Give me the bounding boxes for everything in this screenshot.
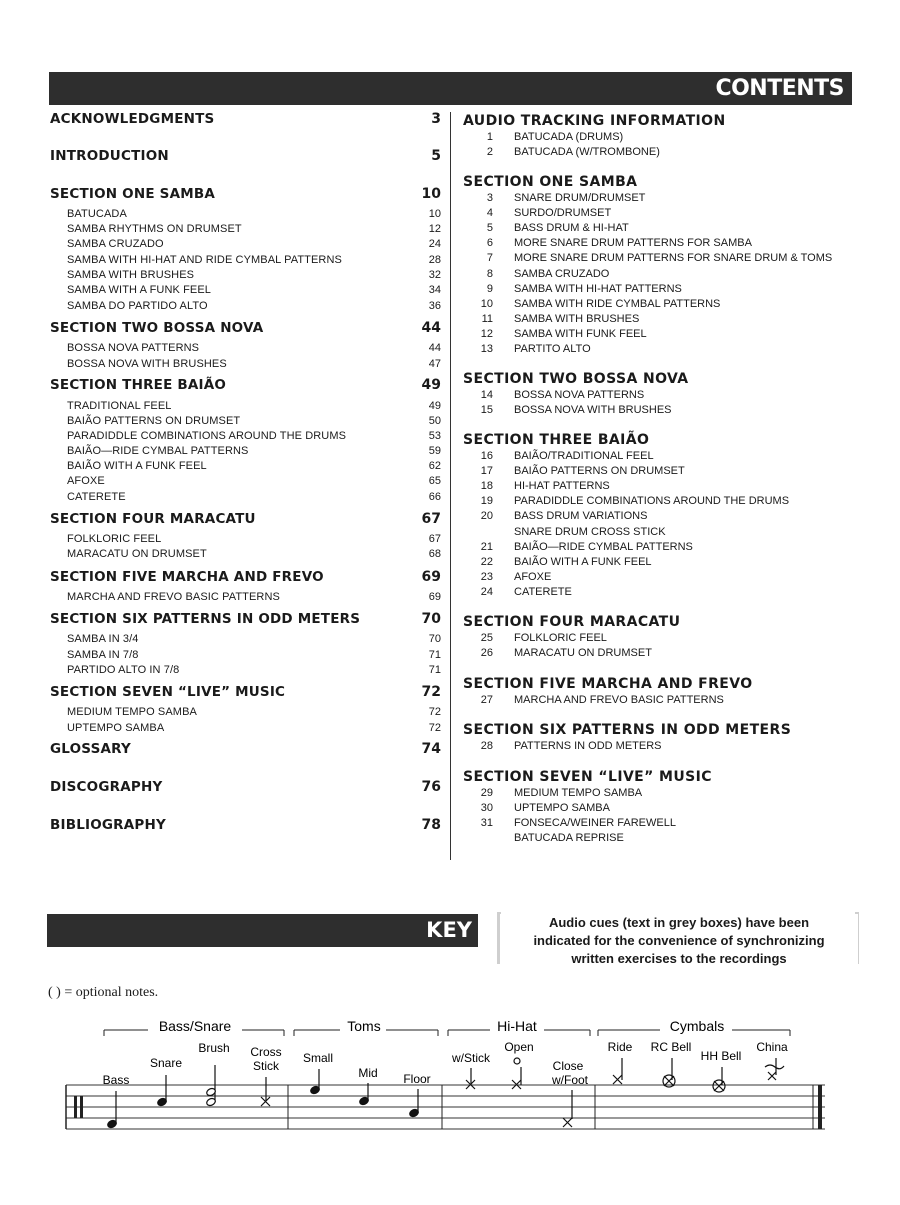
track-number: 3 (486, 192, 493, 204)
track-title: PATTERNS IN ODD METERS (514, 740, 662, 752)
audio-section-heading: SECTION THREE BAIÃO (463, 432, 650, 448)
toc-heading: SECTION FIVE MARCHA AND FREVO (50, 569, 324, 585)
toc-item: FOLKLORIC FEEL (67, 533, 162, 545)
note-label-cross: Cross (250, 1045, 282, 1059)
toc-item: SAMBA WITH A FUNK FEEL (67, 284, 212, 296)
toc-heading-page: 76 (421, 779, 441, 795)
audio-cue-note (500, 914, 858, 968)
track-title: MEDIUM TEMPO SAMBA (514, 787, 643, 799)
track-title: PARTITO ALTO (514, 343, 591, 355)
toc-item: SAMBA IN 7/8 (67, 649, 139, 661)
toc-heading: SECTION SIX PATTERNS IN ODD METERS (50, 611, 361, 627)
toc-heading: GLOSSARY (50, 741, 131, 757)
note-label-wfoot: w/Foot (551, 1073, 589, 1087)
track-number: 12 (480, 327, 493, 340)
track-title: BASS DRUM VARIATIONS (514, 510, 648, 523)
toc-item-page: 36 (428, 300, 441, 312)
toc-item-page: 65 (428, 475, 441, 487)
note-floor-tom (409, 1089, 420, 1118)
track-number: 4 (486, 207, 493, 220)
track-title: BATUCADA REPRISE (514, 832, 624, 845)
track-number: 29 (480, 787, 493, 799)
toc-heading: SECTION TWO BOSSA NOVA (50, 320, 264, 336)
toc-heading: SECTION ONE SAMBA (50, 186, 215, 202)
toc-item: SAMBA WITH BRUSHES (67, 269, 195, 281)
toc-heading-page: 44 (421, 320, 441, 336)
toc-item-page: 72 (428, 706, 441, 718)
toc-item-page: 12 (428, 223, 441, 235)
toc-item: BATUCADA (67, 208, 127, 220)
toc-item: UPTEMPO SAMBA (67, 722, 165, 734)
note-china (765, 1058, 784, 1080)
toc-item-page: 44 (428, 342, 441, 354)
note-label-wstick: w/Stick (451, 1051, 491, 1065)
note-label-china: China (756, 1040, 788, 1054)
note-mid-tom (359, 1083, 370, 1106)
toc-item-page: 49 (428, 400, 441, 412)
track-number: 7 (486, 252, 493, 265)
toc-heading: SECTION THREE BAIÃO (50, 377, 227, 393)
track-title: MORE SNARE DRUM PATTERNS FOR SNARE DRUM & TOMS (514, 252, 833, 265)
track-number: 19 (480, 495, 493, 508)
track-title: BATUCADA (DRUMS) (514, 131, 624, 143)
note-hihat-open (512, 1058, 521, 1089)
toc-item-page: 50 (428, 415, 441, 427)
toc-item-page: 66 (428, 491, 441, 503)
track-number: 17 (480, 465, 493, 478)
track-number: 23 (480, 570, 493, 583)
toc-item: BAIÃO WITH A FUNK FEEL (67, 460, 207, 472)
track-number: 26 (480, 647, 493, 660)
note-bass (107, 1091, 118, 1129)
track-number: 2 (486, 146, 493, 159)
toc-heading-page: 72 (421, 684, 441, 700)
track-title: BATUCADA (W/TROMBONE) (514, 146, 660, 159)
track-title: SAMBA WITH RIDE CYMBAL PATTERNS (514, 297, 721, 310)
track-title: SAMBA WITH HI-HAT PATTERNS (514, 282, 682, 295)
track-number: 9 (486, 282, 493, 295)
toc-item-page: 68 (428, 548, 441, 560)
toc-heading-page: 74 (421, 741, 441, 757)
track-title: SAMBA CRUZADO (514, 267, 610, 280)
track-title: SURDO/DRUMSET (514, 207, 612, 220)
contents-title: CONTENTS (715, 76, 844, 101)
toc-item-page: 69 (428, 591, 441, 603)
toc-heading: SECTION FOUR MARACATU (50, 511, 256, 527)
track-number: 27 (480, 694, 493, 706)
track-number: 30 (480, 802, 493, 815)
optional-notes-legend: ( ) = optional notes. (48, 985, 159, 1000)
toc-heading-page: 49 (421, 377, 441, 393)
toc-item: PARADIDDLE COMBINATIONS AROUND THE DRUMS (67, 430, 347, 442)
track-title: AFOXE (514, 570, 552, 583)
toc-item-page: 67 (428, 533, 441, 545)
track-title: BAIÃO PATTERNS ON DRUMSET (514, 465, 685, 478)
toc-item: MARACATU ON DRUMSET (67, 548, 207, 560)
track-number: 11 (481, 312, 493, 325)
note-label-hhbell: HH Bell (700, 1049, 742, 1063)
track-number: 21 (480, 540, 493, 553)
track-title: SNARE DRUM CROSS STICK (514, 525, 666, 538)
track-title: SAMBA WITH FUNK FEEL (514, 327, 647, 340)
audio-section-heading: SECTION SEVEN “LIVE” MUSIC (463, 769, 712, 785)
note-label-snare: Snare (149, 1056, 183, 1070)
note-label-stick: Stick (252, 1059, 280, 1073)
audio-cue-note-line: Audio cues (text in grey boxes) have been (548, 915, 810, 930)
note-label-brush: Brush (198, 1041, 230, 1055)
toc-item-page: 10 (428, 208, 441, 220)
group-label: Cymbals (669, 1018, 725, 1034)
note-hh-bell (713, 1067, 725, 1092)
toc-item: SAMBA CRUZADO (67, 238, 164, 250)
track-number: 8 (486, 267, 493, 280)
group-label: Bass/Snare (158, 1018, 232, 1034)
track-number: 13 (480, 343, 493, 355)
track-title: PARADIDDLE COMBINATIONS AROUND THE DRUMS (514, 495, 790, 508)
audio-section-heading: SECTION ONE SAMBA (463, 174, 638, 190)
audio-cue-note-line: indicated for the convenience of synchronizing (533, 933, 825, 948)
group-label: Toms (347, 1018, 381, 1034)
note-label-close: Close (552, 1059, 584, 1073)
toc-item-page: 47 (428, 358, 441, 370)
track-title: SAMBA WITH BRUSHES (514, 312, 640, 325)
track-number: 28 (480, 740, 493, 752)
toc-heading-page: 78 (421, 817, 441, 833)
track-title: FOLKLORIC FEEL (514, 632, 607, 644)
track-number: 14 (480, 389, 493, 401)
toc-item-page: 71 (428, 664, 441, 676)
track-title: BAIÃO WITH A FUNK FEEL (514, 555, 652, 568)
track-number: 16 (480, 450, 493, 462)
toc-item: MEDIUM TEMPO SAMBA (67, 706, 197, 718)
audio-section-heading: SECTION FOUR MARACATU (463, 614, 681, 630)
note-brush (206, 1065, 217, 1107)
toc-heading-page: 69 (421, 569, 441, 585)
audio-section-heading: SECTION TWO BOSSA NOVA (463, 371, 689, 387)
track-number: 24 (480, 585, 493, 598)
track-title: SNARE DRUM/DRUMSET (514, 192, 646, 204)
note-label-small: Small (302, 1051, 334, 1065)
toc-heading: SECTION SEVEN “LIVE” MUSIC (50, 684, 286, 700)
track-number: 15 (480, 404, 493, 417)
track-number: 6 (486, 237, 493, 250)
track-number: 5 (486, 222, 493, 235)
toc-item-page: 59 (428, 445, 441, 457)
note-hihat-stick (466, 1068, 475, 1089)
toc-item: BAIÃO—RIDE CYMBAL PATTERNS (67, 445, 249, 457)
track-title: UPTEMPO SAMBA (514, 802, 610, 815)
toc-item-page: 70 (428, 633, 441, 645)
track-number: 31 (480, 817, 493, 830)
track-number: 1 (486, 131, 493, 143)
track-number: 10 (480, 297, 493, 310)
note-small-tom (310, 1069, 321, 1095)
toc-item-page: 53 (428, 430, 441, 442)
track-title: BASS DRUM & HI-HAT (514, 222, 629, 235)
contents-title-bar (49, 72, 852, 105)
note-label-mid: Mid (358, 1066, 378, 1080)
track-title: MORE SNARE DRUM PATTERNS FOR SAMBA (514, 237, 752, 250)
toc-item: BAIÃO PATTERNS ON DRUMSET (67, 415, 241, 427)
note-snare (157, 1075, 168, 1107)
audio-section-heading: SECTION SIX PATTERNS IN ODD METERS (463, 722, 792, 738)
toc-item: SAMBA IN 3/4 (67, 633, 139, 645)
note-label-ride: Ride (607, 1040, 633, 1054)
toc-item: SAMBA WITH HI-HAT AND RIDE CYMBAL PATTERNS (67, 254, 342, 266)
track-title: MARCHA AND FREVO BASIC PATTERNS (514, 694, 724, 706)
note-label-rcbell: RC Bell (650, 1040, 692, 1054)
track-title: HI-HAT PATTERNS (514, 480, 610, 493)
drum-key-staff (0, 1005, 900, 1205)
note-label-floor: Floor (403, 1072, 431, 1086)
column-divider (450, 112, 451, 860)
note-label-bass: Bass (102, 1073, 130, 1087)
note-cross-stick (261, 1077, 270, 1106)
track-title: BOSSA NOVA WITH BRUSHES (514, 404, 672, 417)
audio-section-heading: AUDIO TRACKING INFORMATION (463, 113, 726, 129)
toc-heading: ACKNOWLEDGMENTS (50, 111, 215, 127)
audio-cue-note-line: written exercises to the recordings (571, 951, 787, 966)
toc-item-page: 34 (428, 284, 441, 296)
toc-item: BOSSA NOVA PATTERNS (67, 342, 200, 354)
staff-lines (66, 1085, 825, 1129)
track-number: 18 (480, 480, 493, 493)
note-label-open: Open (504, 1040, 534, 1054)
toc-item-page: 62 (428, 460, 441, 472)
toc-item: CATERETE (67, 491, 126, 503)
toc-item: TRADITIONAL FEEL (67, 400, 172, 412)
toc-heading: DISCOGRAPHY (50, 779, 163, 795)
track-title: BAIÃO—RIDE CYMBAL PATTERNS (514, 540, 693, 553)
toc-heading-page: 67 (421, 511, 441, 527)
toc-item-page: 72 (428, 722, 441, 734)
toc-item: MARCHA AND FREVO BASIC PATTERNS (67, 591, 280, 603)
track-title: BAIÃO/TRADITIONAL FEEL (514, 450, 654, 462)
toc-item: AFOXE (67, 475, 105, 487)
toc-item-page: 24 (428, 238, 441, 250)
toc-item: SAMBA RHYTHMS ON DRUMSET (67, 223, 242, 235)
toc-heading: BIBLIOGRAPHY (50, 817, 166, 833)
key-title: KEY (426, 918, 472, 942)
toc-heading: INTRODUCTION (50, 148, 169, 164)
toc-item: PARTIDO ALTO IN 7/8 (67, 664, 180, 676)
toc-heading-page: 5 (431, 148, 441, 164)
toc-item-page: 28 (428, 254, 441, 266)
key-title-bar (47, 914, 478, 947)
toc-item-page: 32 (428, 269, 441, 281)
toc-item: SAMBA DO PARTIDO ALTO (67, 300, 208, 312)
toc-heading-page: 70 (421, 611, 441, 627)
track-number: 25 (480, 632, 493, 644)
toc-item-page: 71 (428, 649, 441, 661)
note-rc-bell (663, 1058, 675, 1087)
track-title: CATERETE (514, 585, 572, 598)
audio-section-heading: SECTION FIVE MARCHA AND FREVO (463, 676, 753, 692)
track-title: BOSSA NOVA PATTERNS (514, 389, 645, 401)
track-title: FONSECA/WEINER FAREWELL (514, 817, 676, 830)
group-label: Hi-Hat (497, 1018, 537, 1034)
note-ride (613, 1058, 622, 1084)
track-number: 22 (480, 555, 493, 568)
track-title: MARACATU ON DRUMSET (514, 647, 652, 660)
toc-heading-page: 3 (431, 111, 441, 127)
toc-item: BOSSA NOVA WITH BRUSHES (67, 358, 227, 370)
toc-heading-page: 10 (421, 186, 441, 202)
track-number: 20 (480, 510, 493, 523)
